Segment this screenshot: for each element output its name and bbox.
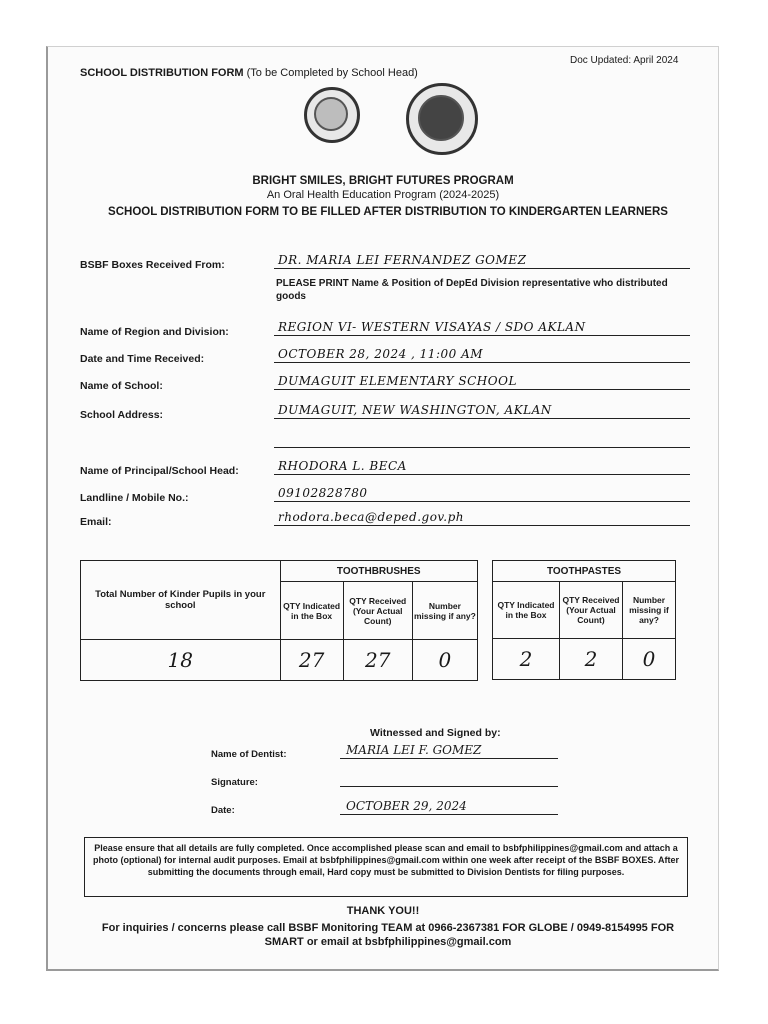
principal-field[interactable]: RHODORA L. BECA bbox=[274, 459, 690, 475]
pupils-count-cell[interactable]: 18 bbox=[81, 640, 281, 681]
doc-updated-text: Doc Updated: April 2024 bbox=[570, 55, 679, 66]
received-from-field[interactable]: DR. MARIA LEI FERNANDEZ GOMEZ bbox=[274, 253, 690, 269]
tp-received-cell[interactable]: 2 bbox=[560, 639, 623, 680]
thank-you-text: THANK YOU!! bbox=[346, 905, 420, 917]
toothpaste-table bbox=[492, 560, 676, 680]
form-subtitle: (To be Completed by School Head) bbox=[246, 67, 418, 79]
received-from-note: PLEASE PRINT Name & Position of DepEd Division representative who distributed goods bbox=[276, 278, 668, 302]
address-field[interactable]: DUMAGUIT, NEW WASHINGTON, AKLAN bbox=[274, 403, 690, 419]
tb-col-missing: Number missing if any? bbox=[412, 582, 477, 640]
tp-col-missing: Number missing if any? bbox=[623, 582, 676, 639]
school-label: Name of School: bbox=[80, 380, 163, 392]
dentist-date-label: Date: bbox=[211, 805, 235, 816]
dentist-label: Name of Dentist: bbox=[211, 749, 287, 760]
tb-missing-cell[interactable]: 0 bbox=[412, 640, 477, 681]
email-label: Email: bbox=[80, 516, 112, 528]
pupils-header: Total Number of Kinder Pupils in your school bbox=[81, 561, 281, 640]
address-line-2[interactable] bbox=[274, 447, 690, 448]
dentist-field[interactable]: MARIA LEI F. GOMEZ bbox=[340, 743, 558, 759]
tp-col-received: QTY Received (Your Actual Count) bbox=[560, 582, 623, 639]
school-field[interactable]: DUMAGUIT ELEMENTARY SCHOOL bbox=[274, 374, 690, 390]
tp-indicated-cell[interactable]: 2 bbox=[493, 639, 560, 680]
submission-notice: Please ensure that all details are fully completed. Once accomplished please scan and email to bsbfphilippines@gmail.com and attach a photo (optional) for internal audit purposes. Email at bsbfphilippines@gmail.com within one week after receipt of the BSBF BOXES. After submitting the documents through email, Hard copy must be submitted to Division Dentists for filing purposes. bbox=[84, 837, 688, 897]
address-label: School Address: bbox=[80, 409, 164, 421]
dentist-date-field[interactable]: OCTOBER 29, 2024 bbox=[340, 799, 558, 815]
region-field[interactable]: REGION VI- WESTERN VISAYAS / SDO AKLAN bbox=[274, 320, 690, 336]
form-heading: SCHOOL DISTRIBUTION FORM TO BE FILLED AFTER DISTRIBUTION TO KINDERGARTEN LEARNERS bbox=[108, 206, 668, 218]
signature-field[interactable] bbox=[340, 771, 558, 787]
form-header bbox=[80, 67, 418, 79]
program-title: BRIGHT SMILES, BRIGHT FUTURES PROGRAM bbox=[252, 175, 514, 187]
program-subtitle: An Oral Health Education Program (2024-2025) bbox=[266, 189, 500, 201]
tb-col-indicated: QTY Indicated in the Box bbox=[280, 582, 343, 640]
form-title: SCHOOL DISTRIBUTION FORM bbox=[80, 67, 244, 79]
date-received-label: Date and Time Received: bbox=[80, 353, 205, 365]
tb-received-cell[interactable]: 27 bbox=[343, 640, 412, 681]
toothbrush-table bbox=[80, 560, 478, 681]
form-sheet bbox=[46, 46, 719, 971]
region-label: Name of Region and Division: bbox=[80, 326, 229, 338]
witness-heading: Witnessed and Signed by: bbox=[370, 727, 501, 739]
tp-col-indicated: QTY Indicated in the Box bbox=[493, 582, 560, 639]
date-received-field[interactable]: OCTOBER 28, 2024 , 11:00 AM bbox=[274, 347, 690, 363]
phone-label: Landline / Mobile No.: bbox=[80, 492, 189, 504]
tb-indicated-cell[interactable]: 27 bbox=[280, 640, 343, 681]
deped-seal-logo bbox=[304, 87, 360, 143]
received-from-label: BSBF Boxes Received From: bbox=[80, 259, 225, 271]
bsbf-program-logo bbox=[406, 83, 478, 155]
inquiries-text: For inquiries / concerns please call BSBF Monitoring TEAM at 0966-2367381 FOR GLOBE / 0949-8154995 FOR SMART or email at bsbfphilippines@gmail.com bbox=[101, 922, 675, 948]
phone-field[interactable]: 09102828780 bbox=[274, 486, 690, 502]
signature-label: Signature: bbox=[211, 777, 258, 788]
toothbrushes-header: TOOTHBRUSHES bbox=[280, 561, 478, 582]
principal-label: Name of Principal/School Head: bbox=[80, 465, 239, 477]
email-field[interactable]: rhodora.beca@deped.gov.ph bbox=[274, 510, 690, 526]
toothpastes-header: TOOTHPASTES bbox=[493, 561, 676, 582]
tp-missing-cell[interactable]: 0 bbox=[623, 639, 676, 680]
tb-col-received: QTY Received (Your Actual Count) bbox=[343, 582, 412, 640]
